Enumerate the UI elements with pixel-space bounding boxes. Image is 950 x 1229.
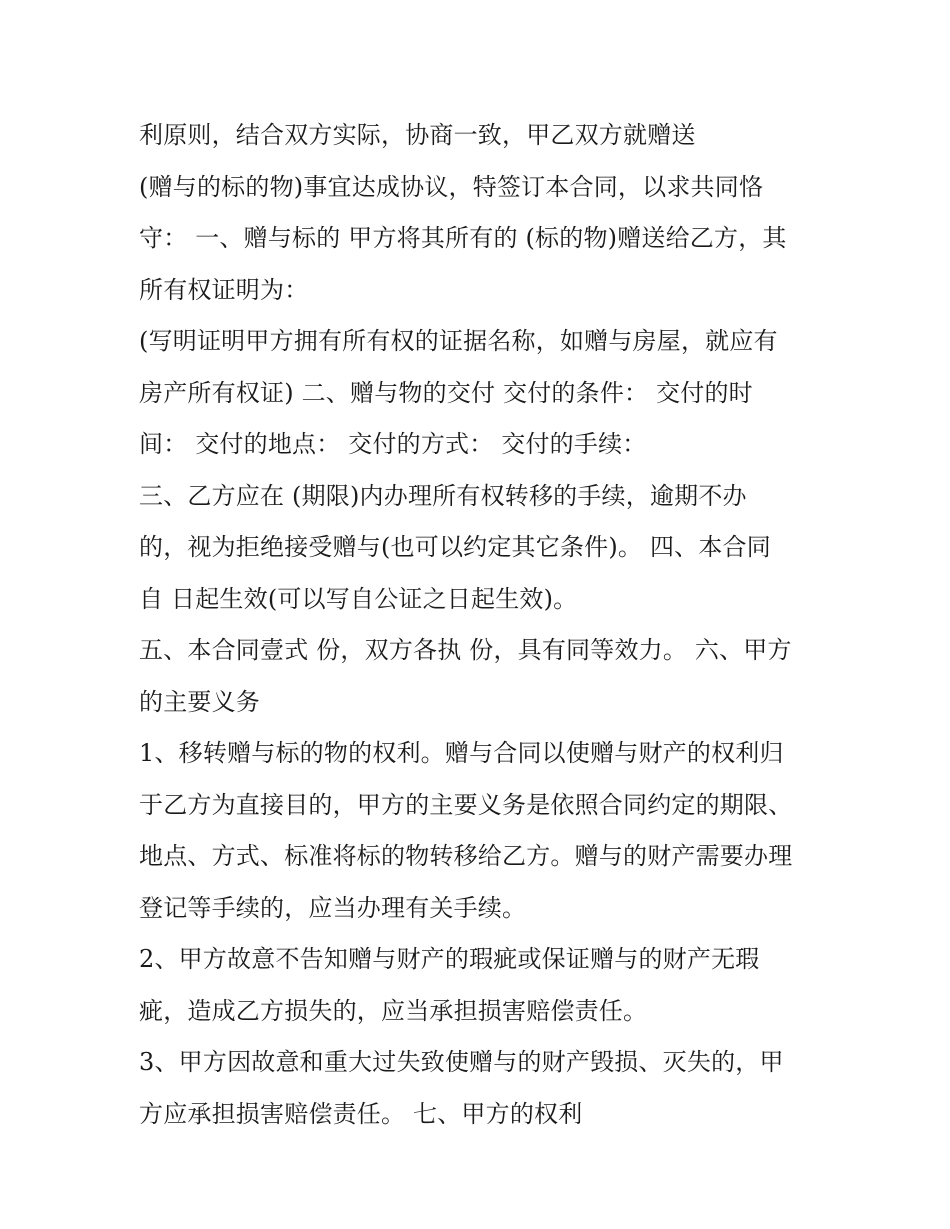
text-line: 利原则，结合双方实际，协商一致，甲乙双方就赠送	[139, 121, 696, 149]
text-line: 的主要义务	[139, 687, 260, 716]
text-line: 间： 交付的地点： 交付的方式： 交付的手续：	[139, 430, 647, 458]
document-body	[139, 110, 819, 1140]
text-line: 三、乙方应在 (期限)内办理所有权转移的手续，逾期不办	[139, 481, 747, 510]
text-line: 的，视为拒绝接受赠与(也可以约定其它条件)。 四、本合同	[139, 533, 771, 561]
text-line: 1、移转赠与标的物的权利。赠与合同以使赠与财产的权利归	[139, 739, 784, 767]
text-line: 疵，造成乙方损失的，应当承担损害赔偿责任。	[139, 996, 648, 1025]
text-line: (赠与的标的物)事宜达成协议，特签订本合同，以求共同恪	[139, 172, 764, 201]
text-line: 房产所有权证) 二、赠与物的交付 交付的条件： 交付的时	[139, 378, 753, 407]
text-line: 自 日起生效(可以写自公证之日起生效)。	[139, 584, 578, 613]
text-line: (写明证明甲方拥有所有权的证据名称，如赠与房屋，就应有	[139, 327, 778, 355]
text-line: 于乙方为直接目的，甲方的主要义务是依照合同约定的期限、	[139, 790, 793, 819]
text-line: 登记等手续的，应当办理有关手续。	[139, 893, 527, 922]
text-line: 方应承担损害赔偿责任。 七、甲方的权利	[139, 1099, 583, 1128]
text-line: 3、甲方因故意和重大过失致使赠与的财产毁损、灭失的，甲	[139, 1048, 784, 1076]
text-line: 地点、方式、标准将标的物转移给乙方。赠与的财产需要办理	[139, 842, 793, 870]
text-line: 守： 一、赠与标的 甲方将其所有的 (标的物)赠送给乙方，其	[139, 224, 787, 252]
text-line: 所有权证明为：	[139, 275, 309, 304]
text-line: 2、甲方故意不告知赠与财产的瑕疵或保证赠与的财产无瑕	[139, 945, 760, 973]
text-line: 五、本合同壹式 份，双方各执 份，具有同等效力。 六、甲方	[139, 636, 792, 664]
